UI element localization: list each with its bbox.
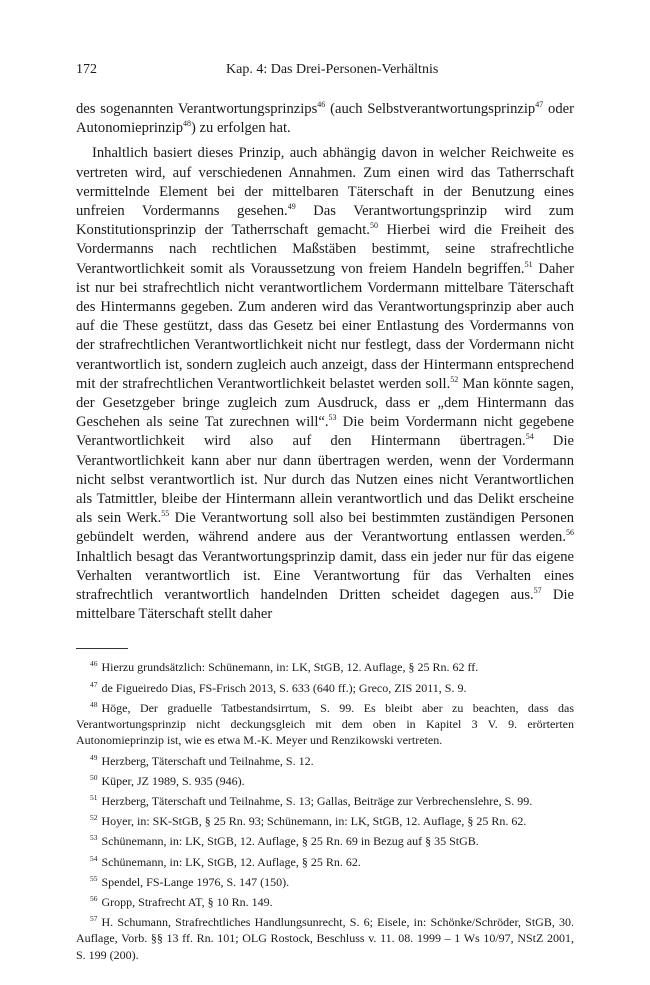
text-run: (auch Selbstverantwortungsprinzip: [325, 101, 536, 117]
footnote-text: Schünemann, in: LK, StGB, 12. Auflage, § 25 Rn. 69 in Bezug auf § 35 StGB.: [101, 834, 479, 849]
paragraph-continued: [76, 100, 574, 138]
footnote-text: Herzberg, Täterschaft und Teilnahme, S. 12.: [101, 753, 314, 768]
text-run: Die mittelbare Täterschaft stellt daher: [76, 587, 574, 623]
footnote-text: Herzberg, Täterschaft und Teilnahme, S. 13; Gallas, Beiträge zur Verbrechenslehre, S. 99.: [101, 793, 533, 808]
text-run: Man könnte sagen, der Gesetzgeber bringe zugleich zum Ausdruck, dass er „dem Hintermann das Geschehen als seine Tat zurechnen will“.: [76, 375, 574, 431]
footnote-text: Hierzu grundsätzlich: Schünemann, in: LK, StGB, 12. Auflage, § 25 Rn. 62 ff.: [101, 660, 479, 675]
footnote-number: 55: [90, 873, 98, 883]
footnote: [76, 894, 574, 910]
footnote-number: 48: [90, 699, 98, 709]
footnote-ref[interactable]: 51: [524, 259, 533, 269]
footnote: [76, 753, 574, 769]
footnote-ref[interactable]: 49: [287, 202, 296, 212]
footnote-ref[interactable]: 52: [450, 374, 459, 384]
text-run: Hierbei wird die Freiheit des Vordermanns nach rechtlichen Maßstäben bestimmt, seine strafrechtliche Verantwortlichkeit somit als Voraussetzung von freiem Handeln begriffen.: [76, 222, 574, 277]
footnote: [76, 700, 574, 749]
footnote-number: 54: [90, 853, 98, 863]
running-title: Kap. 4: Das Drei-Personen-Verhältnis: [226, 62, 439, 77]
footnote-ref[interactable]: 46: [317, 100, 326, 110]
footnote: [76, 833, 574, 849]
footnote: [76, 874, 574, 890]
text-run: Die Verantwortlichkeit kann aber nur dann übertragen werden, wenn der Vordermann nicht selbst verantwortlich ist. Nur durch das Nutzen eines nicht Verantwortlichen als Tatmittler, bleibe der Hintermann allein verantwortlich und das Delikt erscheine als sein Werk.: [76, 433, 574, 527]
text-run: Inhaltlich besagt das Verantwortungsprinzip damit, dass ein jeder nur für das eigene Verhalten verantwortlich ist. Eine Verantwortung für das Verhalten eines strafrechtlich verantwortlich handelnden Dritten scheidet dagegen aus.: [76, 548, 574, 604]
footnote: [76, 680, 574, 696]
footnote: [76, 773, 574, 789]
text-run: Die Verantwortung soll also bei bestimmten zuständigen Personen gebündelt werden, während andere aus der Verantwortung entlassen werden.: [76, 510, 575, 546]
body-text: [76, 100, 574, 624]
paragraph-main: [76, 144, 574, 624]
text-run: des sogenannten Verantwortungsprinzips: [76, 101, 318, 117]
footnote-number: 56: [90, 893, 98, 903]
footnote-ref[interactable]: 48: [183, 119, 192, 129]
footnote-text: Küper, JZ 1989, S. 935 (946).: [101, 773, 245, 788]
footnote-number: 57: [90, 914, 98, 924]
footnotes: [76, 659, 574, 962]
footnote-number: 49: [90, 752, 98, 762]
footnote: [76, 659, 574, 675]
text-run: Inhaltlich basiert dieses Prinzip, auch abhängig davon in welcher Reichweite es vertreten wird, auf verschiedenen Annahmen. Zum einen wird das Tatherrschaft vermittelnde Element bei der mittelbaren Täterschaft in der Benutzung eines unfreien Vordermanns gesehen.: [76, 145, 574, 220]
footnote-text: Spendel, FS-Lange 1976, S. 147 (150).: [101, 874, 290, 889]
footnote-number: 51: [90, 792, 98, 802]
footnote-ref[interactable]: 50: [369, 221, 378, 231]
footnote-ref[interactable]: 56: [566, 528, 574, 538]
footnote-text: Höge, Der graduelle Tatbestandsirrtum, S. 99. Es bleibt aber zu beachten, dass das Verantwortungsprinzip nicht deckungsgleich mit dem oben in Kapitel 3 V. 9. erörterten Autonomieprinzip ist, wie es etwa M.-K. Meyer und Renzikowski vertreten.: [76, 700, 574, 748]
footnote-text: Gropp, Strafrecht AT, § 10 Rn. 149.: [101, 894, 273, 909]
footnote-ref[interactable]: 53: [328, 413, 337, 423]
footnote-ref[interactable]: 54: [525, 432, 534, 442]
book-page: [76, 62, 574, 967]
footnote: [76, 793, 574, 809]
footnote-ref[interactable]: 47: [535, 100, 544, 110]
footnote-text: Schünemann, in: LK, StGB, 12. Auflage, § 25 Rn. 62.: [101, 854, 361, 869]
text-run: Daher ist nur bei strafrechtlich nicht verantwortlichem Vordermann mittelbare Täterschaft des Hintermanns gegeben. Zum anderen wird das Verantwortungsprinzip aber auch auf die These gestützt, dass das Gesetz bei einer Entlastung des Vordermanns von der strafrechtlichen Verantwortlichkeit nicht nur festlegt, dass der Vordermann nicht verantwortlich ist, sondern zugleich auch anzeigt, dass der Hintermann entsprechend mit der strafrechtlichen Verantwortlichkeit belastet werden soll.: [76, 260, 574, 392]
page-number: 172: [76, 62, 97, 77]
footnote-number: 52: [90, 813, 98, 823]
footnote-number: 53: [90, 833, 98, 843]
footnote-ref[interactable]: 57: [533, 586, 542, 596]
footnote-number: 47: [90, 679, 98, 689]
text-run: oder Autonomieprinzip: [76, 101, 574, 137]
footnote: [76, 854, 574, 870]
text-run: ) zu erfolgen hat.: [191, 120, 291, 137]
text-run: Die beim Vordermann nicht gegebene Verantwortlichkeit wird also auf den Hintermann übertragen.: [76, 414, 574, 450]
footnote: [76, 914, 574, 963]
footnote-number: 50: [90, 772, 98, 782]
footnote-ref[interactable]: 55: [161, 509, 170, 519]
footnote-text: Hoyer, in: SK-StGB, § 25 Rn. 93; Schünemann, in: LK, StGB, 12. Auflage, § 25 Rn. 62.: [101, 814, 527, 829]
footnote-separator: [76, 648, 128, 649]
footnote: [76, 813, 574, 829]
text-run: Das Verantwortungsprinzip wird zum Konstitutionsprinzip der Tatherrschaft gemacht.: [76, 203, 574, 239]
footnote-text: de Figueiredo Dias, FS-Frisch 2013, S. 633 (640 ff.); Greco, ZIS 2011, S. 9.: [101, 680, 467, 695]
footnote-number: 46: [90, 659, 98, 669]
running-head: [76, 62, 574, 84]
footnote-text: H. Schumann, Strafrechtliches Handlungsunrecht, S. 6; Eisele, in: Schönke/Schröder, StGB, 30. Auflage, Vorb. §§ 13 ff. Rn. 101; OLG Rostock, Beschluss v. 11. 08. 1999 – 1 Ws 10/97, NStZ 2001, S. 199 (200).: [76, 915, 574, 962]
